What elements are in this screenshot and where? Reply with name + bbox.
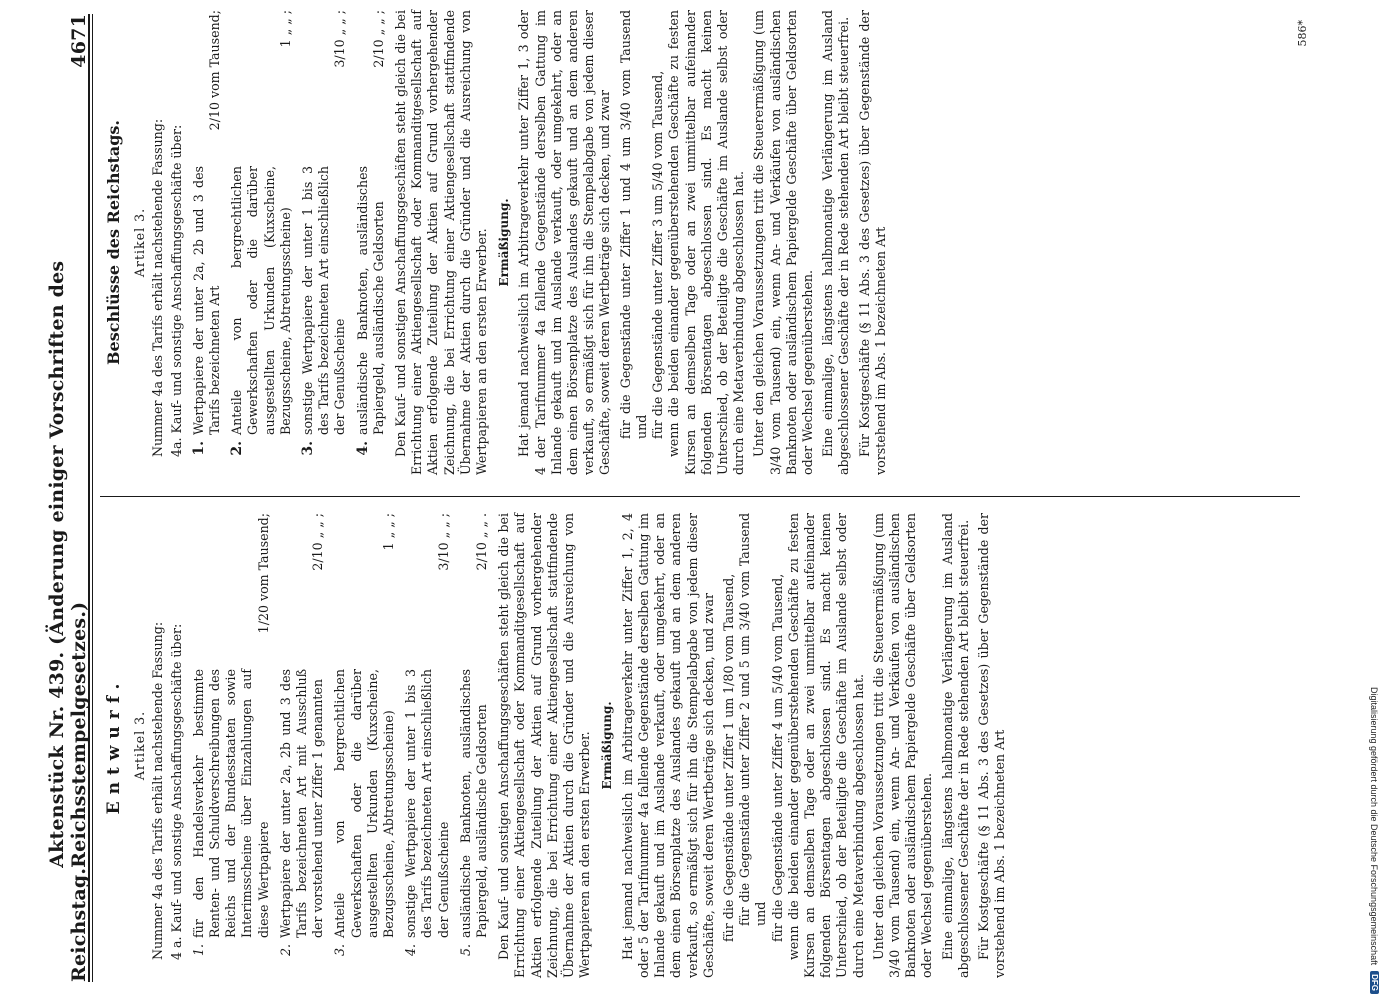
list-heading: 4 a. Kauf- und sonstige Anschaffungsgeschäfte über: [168,623,184,960]
reduction-rate: für die Gegenstände unter Ziffer 3 um 5/40 vom Tausend, [650,70,666,439]
tariff-item [278,513,327,978]
printer-signature: 586* [1296,20,1309,47]
digitization-credit-bar [1366,0,1383,1000]
list-heading: 4a. Kauf- und sonstige Anschaffungsgeschäfte über: [168,124,184,457]
dfg-logo: DFG [1370,971,1379,994]
reduction-rate: für die Gegenstände unter Ziffer 4 um 5/40 vom Tausend, [769,573,785,942]
item-text: ausländische Banknoten, ausländisches Papiergeld, ausländische Geldsorten [354,166,386,435]
item-rate: 2/10 vom Tausend; [207,10,223,131]
column-draft [100,513,1300,978]
paragraph: Den Kauf- und sonstigen Anschaffungsgeschäften steht gleich die bei Errichtung einer Aktiengesellschaft oder Kommanditgesellschaft auf Aktien erfolgende Zuteilung der Aktien auf Grund vorhergehender Zeichnung, die bei Errichtung einer Aktiengesellschaft stattfindende Übernahme der Aktien durch die Gründer und die Ausreichung von Wertpapieren an den ersten Erwerber. [393,10,490,475]
tariff-item [458,513,490,978]
item-number: 3. [300,441,317,456]
item-text: für den Handelsverkehr bestimmte Renten- und Schuldverschreibungen des Reichs und der Bundesstaaten sowie Interimsscheine über Einzahlungen auf diese Wertpapiere [190,669,271,938]
item-number: 2. [229,441,246,456]
article-title: Artikel 3. [132,207,148,278]
paragraph: Unter den gleichen Voraussetzungen tritt die Steuerermäßigung (um 3/40 vom Tausend) ein, wenn An- und Verkäufen von ausländischen Banknoten oder ausländischem Papiergelde Geschäfte über Geldsorten oder Wechsel gegenüberstehen. [870,513,935,978]
paragraph: Für Kostgeschäfte (§ 11 Abs. 3 des Gesetzes) über Gegenstände der vorstehend im Abs. 1 bezeichneten Art [975,513,1008,978]
item-text: ausländische Banknoten, ausländisches Papiergeld, ausländische Geldsorten [457,669,490,938]
item-number: 2. [277,944,293,957]
header-rule [88,14,90,982]
tariff-item [332,513,397,978]
item-rate: 2/10 „ „ ; [310,513,326,571]
tariff-item [229,10,294,475]
paragraph: wenn die beiden einander gegenüberstehenden Geschäfte zu festen Kursen an demselben Tage oder an zwei unmittelbar aufeinander folgenden Börsentagen abgeschlossen sind. Es macht keinen Unterschied, ob der Beteiligte die Geschäfte im Auslande selbst oder durch eine Metaverbindung abgeschlossen hat. [666,10,747,475]
reduction-rate: für die Gegenstände unter Ziffer 1 und 4 um 3/40 vom Tausend und [617,10,649,439]
item-text: sonstige Wertpapiere der unter 1 bis 3 des Tarifs bezeichneten Art einschließlich der Genußscheine [300,166,348,435]
article-intro: Nummer 4a des Tarifs erhält nachstehende Fassung: [150,118,166,457]
paragraph: Für Kostgeschäfte (§ 11 Abs. 3 des Gesetzes) über Gegenstände der vorstehend im Abs. 1 bezeichneten Art [856,10,888,475]
article-title: Artikel 3. [132,710,148,781]
running-header [46,14,90,982]
paragraph: Unter den gleichen Voraussetzungen tritt die Steuerermäßigung (um 3/40 vom Tausend) ein, wenn An- und Verkäufen von ausländischen Banknoten oder ausländischem Papiergelde Geschäfte über Geldsorten oder Wechsel gegenüberstehen. [751,10,815,475]
header-title: Aktenstück Nr. 439. (Änderung einiger Vorschriften des Reichsstempelgesetzes.) [46,260,90,868]
reduction-rate: für die Gegenstände unter Ziffer 2 und 5 um 3/40 vom Tausend und [737,513,769,926]
paragraph: wenn die beiden einander gegenüberstehenden Geschäfte zu festen Kursen an demselben Tage oder an zwei unmittelbar aufeinander folgenden Börsentagen abgeschlossen sind. Es macht keinen Unterschied, ob der Beteiligte die Geschäfte im Auslande selbst oder durch eine Metaverbindung abgeschlossen hat. [785,513,866,978]
item-rate: 3/10 „ „ ; [332,10,348,68]
paragraph: Hat jemand nachweislich im Arbitrageverkehr unter Ziffer 1, 3 oder 4 der Tarifnummer 4a fallende Gegenstände derselben Gattung im Inlande gekauft und im Auslande verkauft, oder umgekehrt, oder an dem einen Börsenplatze des Auslandes gekauft und an dem anderen verkauft, so ermäßigt sich für ihn die Stempelabgabe von jedem dieser Geschäfte, soweit deren Wertbeträge sich decken, und zwar [516,10,613,475]
item-number: 3. [332,944,348,957]
item-rate: 1 „ „ ; [277,10,293,48]
column-divider [100,496,1300,497]
item-rate: 2/10 „ „ ; [370,10,386,68]
item-number: 4. [354,441,371,456]
subheading-reduction: Ermäßigung. [497,198,512,287]
subheading-reduction: Ermäßigung. [600,701,615,790]
item-text: Anteile von bergrechtlichen Gewerkschaften oder die darüber ausgestellten Urkunden (Kuxscheine, Bezugsscheine, Abtretungsscheine) [229,166,293,435]
tariff-item [300,10,349,475]
column-heading: Entwurf. [104,676,124,815]
item-number: 1. [190,441,207,456]
article-intro: Nummer 4a des Tarifs erhält nachstehende Fassung: [150,621,166,960]
digitization-credit: Digitalisierung gefördert durch die Deutsche Forschungsgemeinschaft [1369,686,1380,966]
paragraph: Eine einmalige, längstens halbmonatige Verlängerung im Ausland abgeschlossener Geschäfte der in Rede stehenden Art bleibt steuerfrei. [939,513,971,978]
header-left: Reichstag. [68,867,90,982]
tariff-item [403,513,452,978]
item-number: 1. [190,944,206,957]
tariff-item [191,513,272,978]
column-resolutions [100,10,1300,475]
reduction-rate: für die Gegenstände unter Ziffer 1 um 1/80 vom Tausend, [720,573,736,942]
paragraph: Hat jemand nachweislich im Arbitrageverkehr unter Ziffer 1, 2, 4 oder 5 der Tarifnummer 4a fallende Gegenstände derselben Gattung im Inlande gekauft und im Auslande verkauft, oder umgekehrt, oder an dem einen Börsenplatze des Auslandes gekauft und an dem anderen verkauft, so ermäßigt sich für ihn die Stempelabgabe von jedem dieser Geschäfte, soweit deren Wertbeträge sich decken, und zwar [619,513,716,978]
item-number: 5. [457,944,473,957]
item-rate: 1 „ „ ; [381,513,397,551]
item-text: sonstige Wertpapiere der unter 1 bis 3 des Tarifs bezeichneten Art einschließlich der Genußscheine [403,669,451,938]
item-text: Wertpapiere der unter 2a, 2b und 3 des Tarifs bezeichneten Art mit Ausschluß der vorstehend unter Ziffer 1 genannten [277,669,326,938]
item-rate: 2/10 „ „ . [474,513,490,571]
header-rule-thin [92,14,93,982]
column-heading: Beschlüsse des Reichstags. [104,120,123,365]
item-rate: 1/20 vom Tausend; [255,513,271,634]
item-rate: 3/10 „ „ ; [435,513,451,571]
item-text: Anteile von bergrechtlichen Gewerkschaften oder die darüber ausgestellten Urkunden (Kuxscheine, Bezugsscheine, Abtretungsscheine) [332,669,397,938]
tariff-item [355,10,387,475]
paragraph: Eine einmalige, längstens halbmonatige Verlängerung im Ausland abgeschlossener Geschäfte der in Rede stehenden Art bleibt steuerfrei. [820,10,852,475]
paragraph: Den Kauf- und sonstigen Anschaffungsgeschäften steht gleich die bei Errichtung einer Aktiengesellschaft oder Kommanditgesellschaft auf Aktien erfolgende Zuteilung der Aktien auf Grund vorhergehender Zeichnung, die bei Errichtung einer Aktiengesellschaft stattfindende Übernahme der Aktien durch die Gründer und die Ausreichung von Wertpapieren an den ersten Erwerber. [496,513,593,978]
tariff-item [191,10,223,475]
page-number: 4671 [68,14,90,68]
item-number: 4. [403,944,419,957]
item-text: Wertpapiere der unter 2a, 2b und 3 des Tarifs bezeichneten Art [190,166,223,435]
